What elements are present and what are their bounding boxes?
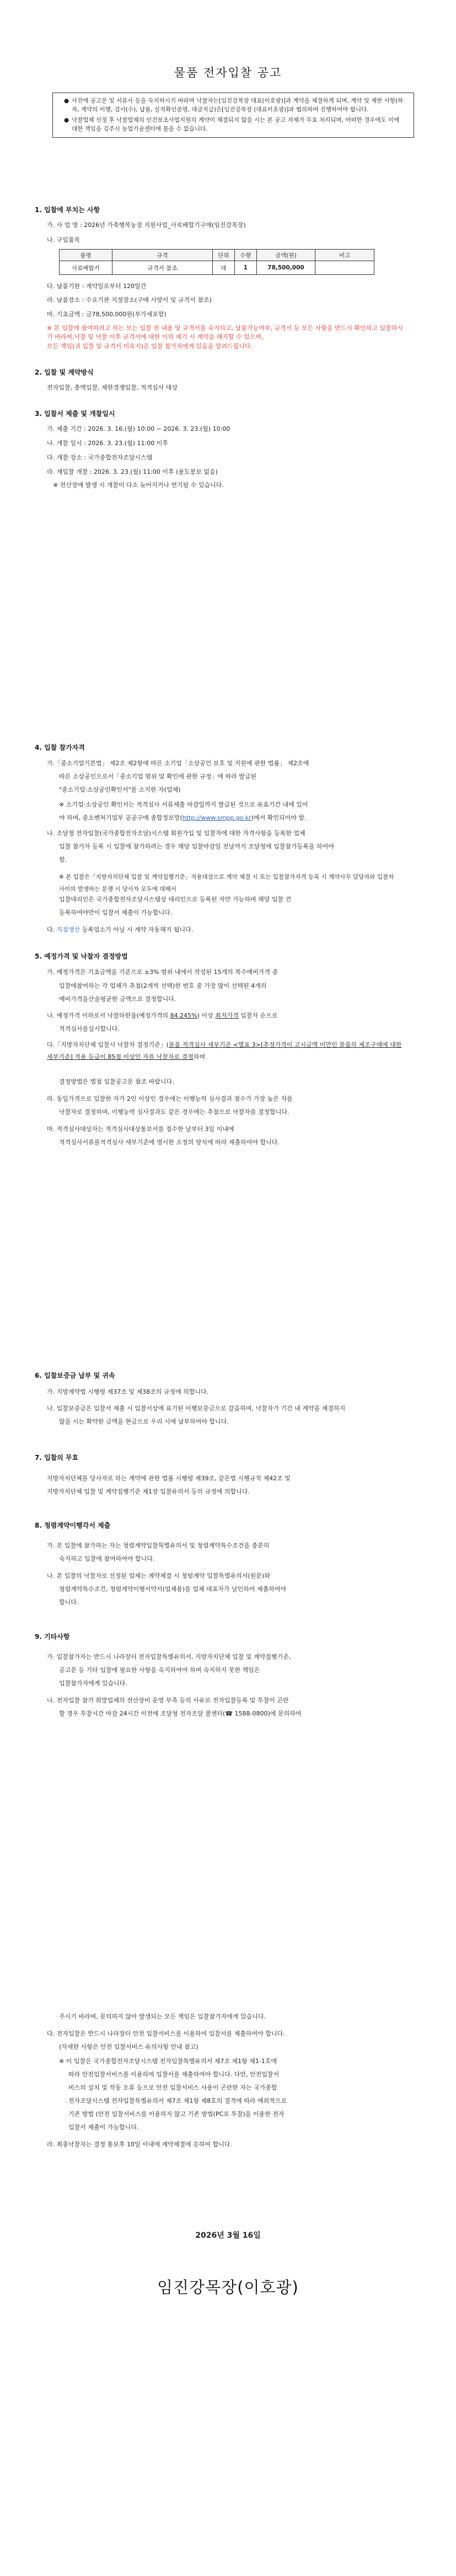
price-text: 예비가격을산술평균한 금액으로 결정합니다. (59, 995, 176, 1003)
section-5-heading: 5. 예정가격 및 낙찰자 결정방법 (35, 953, 128, 960)
integrity-text: 청렴계약특수조건, 청렴계약이행서약서(업체용)를 업체 대표자가 날인하여 제출하여야 (59, 1585, 287, 1593)
opening-place: 다. 개찰 장소 : 국가종합전자조달시스템 (47, 454, 153, 461)
integrity-text: 숙지하고 입찰에 참여하여야 합니다. (59, 1555, 155, 1562)
other-text: 할 경우 투찰시간 마감 24시간 이전에 조달청 전자조달 콜센터(☎ 1588-0800)에 문의하여 (59, 1710, 302, 1717)
bullet-icon: ● (64, 98, 69, 104)
other-note: 비스의 설치 및 작동 오류 등으로 안전 입찰서비스 사용이 곤란한 자는 국가종합 (68, 2084, 277, 2091)
table-header-row (60, 250, 374, 261)
qualification-text: 나. 조달청 전자입찰(국가종합전자조달)시스템 회원가입 및 입찰자에 대한 자격사항을 등록한 업체 (47, 830, 305, 837)
section-9-heading: 9. 기타사항 (35, 1633, 70, 1641)
invalid-text: 지방자치단체를 당사자로 하는 계약에 관한 법률 시행령 제39조, 같은법 시행규칙 제42조 및 (47, 1475, 291, 1482)
criteria-text: 물품 적격심사 세부기준 <별표 3>[추정가격이 고시금액 미만인 물품의 제조구매에 대한 세부기준] 적용 등급이 85점 이상인 자를 낙찰자로 결정 (47, 1041, 402, 1060)
price-text: 적격심사를실시합니다. (59, 1025, 120, 1032)
integrity-text: 나. 본 입찰의 낙찰자로 선정된 업체는 계약체결 시 청렴계약 입찰특별유의서(원문)와 (47, 1572, 270, 1579)
qualification-note: 등록하여야만이 입찰서 제출이 가능합니다. (59, 909, 173, 916)
table-header: 비고 (315, 250, 374, 261)
notice-box (52, 93, 414, 138)
price-text: 적격심사서류를적격심사 세부기준에 명시한 소정의 양식에 따라 제출하여야 합니다. (59, 1139, 280, 1146)
section-8-heading: 8. 청렴계약이행각서 제출 (35, 1522, 111, 1529)
invalid-text: 지방자치단체 입찰 및 계약집행기준 제1장 입찰유의서 등의 규정에 의합니다. (47, 1488, 250, 1495)
price-text: 낙찰자로 결정하며, 이행능력 심사결과도 같은 경우에는 추첨으로 낙찰자를 결정합니다. (59, 1108, 289, 1116)
price-text: 마. 적격심사대상자는 적격심사대상통보서를 접수한 날부터 3일 이내에 (47, 1125, 234, 1133)
submission-period: 가. 제출 기간 : 2026. 3. 16.(월) 10:00 ~ 2026. 3. 23.(월) 10:00 (47, 425, 230, 432)
project-name: 가. 사 업 명 : 2026년 가축행복농장 지원사업_사료배합기구매(임진강목장) (47, 221, 246, 229)
table-cell: 1 (234, 261, 256, 275)
table-row (60, 261, 374, 275)
other-note: ※ 이 입찰은 국가종합전자조달시스템 전자입찰특별유의서 제7조 제1항 제1-1호에 (59, 2058, 277, 2065)
bid-method: 전자입찰, 총액입찰, 제한경쟁입찰, 적격심사 대상 (47, 384, 178, 391)
section-7-heading: 7. 입찰의 무효 (35, 1454, 79, 1462)
notice-text: 사전에 공고문 및 서류사 등을 숙지하시기 바라며 낙찰자는[임진강목장 대표(이호광)]과 계약을 체결하게 되며, 계약 및 제반 사항(하자, 계약의 이행, 검사(수), 납품, 실적확인증명, 대금지급)은[임진강목장 (대표이호광)]과 협의하여 진행하여야 합니다. (72, 98, 404, 113)
qualification-text: 함. (59, 856, 67, 863)
notice-text: 낙찰업체 선정 후 낙찰업체의 인건보조사업지원의 계약이 체결되지 않을 시는 본 공고 자체가 무효 처리되며, 어떠한 경우에도 이에 대한 책임을 김주시 농업기술센터에 물을 수 없습니다. (72, 117, 400, 132)
deposit-text: 가. 지방계약법 시행령 제37조 및 제38조의 규정에 의합니다. (47, 1388, 209, 1395)
issuer-signature: 임진강목장(이호광) (157, 2278, 299, 2297)
other-text: 입찰참가자에게 있습니다. (59, 1680, 127, 1687)
direct-production-note (47, 926, 193, 934)
table-cell: 대 (212, 261, 234, 275)
section-2-heading: 2. 입찰 및 계약방식 (35, 369, 94, 376)
note-text: ) 이상 (197, 1012, 216, 1019)
integrity-text: 가. 본 입찰에 참가하는 자는 청렴계약입찰특별유의서 및 청렴계약특수조건을 충분히 (47, 1542, 270, 1549)
qualification-text: 따른 소상공인으로서「중소기업 범위 및 확인에 관한 규정」에 따라 발급된 (59, 773, 257, 780)
price-text (47, 1011, 277, 1020)
table-header: 금액(원) (256, 250, 315, 261)
rebid-opening: 라. 재입찰 개찰 : 2026. 3. 23.(월) 11:00 이후 (용도봉보 없음) (47, 468, 218, 475)
price-text: 입찰에참여하는 각 업체가 추첨(2개씩 선택)한 번호 중 가장 많이 선택된 4개의 (59, 982, 267, 989)
note-text: 등록업소가 아닐 시 계약 자동해지 됩니다. (80, 926, 194, 933)
base-amount: 마. 기초금액 : 금78,500,000원(부가세포함) (47, 311, 167, 318)
section-3-heading: 3. 입찰서 제출 및 개찰일시 (35, 410, 115, 418)
note-text: 다.「지방자치단체 입찰시 낙찰자 결정기준」( (47, 1041, 169, 1048)
other-text: 다. 전자입찰은 반드시 나라장터 안전 입찰서비스를 이용하여 입찰서를 제출하여야 합니다. (47, 2030, 285, 2037)
qualification-note: ※ 소기업·소상공인 확인서는 적격심사 서류제출 마감일까지 발급된 것으로 유효기간 내에 있어 (59, 801, 308, 808)
qualification-note: ※ 본 입찰은「지방자치단체 입찰 및 계약집행기준」적용대상으로 계약 체결 시 또는 입찰참가자격 등록 시 계약사무 담당자와 입찰자 사이의 발생하는 분쟁 시 당사자 모두에 대해서 (59, 874, 394, 892)
other-note: 따라 안전입찰서비스를 이용하여 입찰서를 제출하여야 합니다. 다만, 안전입찰서 (68, 2071, 280, 2078)
other-text: 가. 입찰참가자는 반드시 나라장터 전자입찰특별유의서, 지방자치단체 입찰 및 계약집행기준, (47, 1653, 291, 1660)
table-header: 품명 (60, 250, 112, 261)
other-text: (자세한 사항은 안전 입찰서비스 유의사항 안내 참고) (59, 2043, 199, 2050)
table-cell: 규격서 참조 (112, 261, 212, 275)
table-cell: 78,500,000 (256, 261, 315, 275)
note-text: 하며 (193, 1053, 206, 1060)
table-header: 규격 (112, 250, 212, 261)
delivery-deadline: 다. 납품기한 : 계약일로부터 120일간 (47, 283, 147, 290)
table-header: 수량 (234, 250, 256, 261)
price-text (47, 1039, 405, 1063)
qualification-text: 가.「중소기업기본법」 제2조 제2항에 따른 소기업「소상공인 보호 및 지원에 관한 법률」 제2조에 (47, 760, 309, 767)
other-text: 주시기 바라며, 문의하지 않아 발생되는 모든 책임은 입찰참가자에게 있습니다. (59, 2013, 266, 2020)
other-note: 기존 방법 (안전 입찰서비스를 이용하지 않고 기존 방법(PC로 투찰)을 이용한 전자 (68, 2110, 285, 2118)
price-text: 결정방법은 별첨 입찰공고문 참조 바랍니다. (59, 1078, 174, 1085)
items-table (59, 249, 374, 275)
highlight-text: 직접생산 (56, 926, 81, 933)
section-6-heading: 6. 입찰보증금 납부 및 귀속 (35, 1372, 115, 1379)
note-text: 야 하며, 중소벤처기업부 공공구매 종합정보망( (59, 814, 183, 821)
lowest-price-text: 최저가격 (215, 1012, 239, 1019)
delivery-place: 라. 납품장소 : 수요기관 지정장소(구매 사양서 및 규격서 참조) (47, 296, 212, 304)
deposit-text: 나. 입찰보증금은 입찰서 제출 시 입찰서상에 표기된 이행보증금으로 갈음하며, 낙찰자가 기간 내 계약을 체결하지 (47, 1405, 346, 1412)
note-text: )에서 확인되어야 함. (251, 814, 307, 821)
notice-date: 2026년 3월 16일 (195, 2231, 261, 2240)
table-cell: 사료배합기 (60, 261, 112, 275)
section-1-heading: 1. 입찰에 부치는 사항 (35, 206, 100, 214)
warning-text: ※ 본 입찰에 참여하려고 하는 모는 입찰 전 내용 및 규격서를 숙지하고, 납품가능여부, 규격서 등 모든 사항을 반드시 확인하고 입찰하시기 바라며,낙찰 및 낙찰 이후 규격서에 대한 이의 제기 시 계약을 해지할 수 있으며, (47, 324, 403, 340)
other-note: 입찰서 제출이 가능합니다. (68, 2124, 139, 2131)
bullet-icon: ● (64, 117, 69, 123)
integrity-text: 합니다. (59, 1599, 79, 1606)
opening-date: 나. 개찰 일시 : 2026. 3. 23.(월) 11:00 이후 (47, 440, 168, 447)
qualification-note (59, 814, 306, 822)
qualification-text: "중소기업·소상공인확인서"를 소지한 자(업체) (59, 786, 181, 793)
price-text: 가. 예정가격은 기초금액을 기준으로 ±3% 범위 내에서 작성된 15개의 복수예비가격 중 (47, 968, 278, 976)
table-cell (315, 261, 374, 275)
price-text: 라. 동일가격으로 입찰한 자가 2인 이상인 경우에는 이행능력 심사결과 점수가 가장 높은 자를 (47, 1095, 293, 1102)
outage-note: ※ 전산장애 발생 시 개찰이 다소 늦어지거나 연기될 수 있습니다. (53, 481, 224, 489)
other-text: 나. 전자입찰 참가 희망업체의 전산장비 운영 부족 등의 사유로 전자입찰등록 및 투찰이 곤란 (47, 1697, 289, 1704)
table-header: 단위 (212, 250, 234, 261)
qualification-text: 입찰 참가자 등록 시 입찰에 참가하려는 경우 해당 입찰마감일 전날까지 조달청에 입찰참가등록을 하여야 (59, 843, 334, 850)
smpp-link[interactable]: http://www.smpp.go.kr (182, 814, 251, 821)
note-text: 나. 예정가격 이하로서 낙찰하한율(예정가격의 (47, 1012, 170, 1019)
page-title: 물품 전자입찰 공고 (174, 66, 282, 79)
warning-text: 모든 책임(귀 입찰 및 규격서 미숙지)은 입찰 참가자에게 있음을 알려드립니다. (47, 343, 253, 350)
notice-item (64, 116, 406, 133)
item-label: 나. 구입품목 (47, 236, 81, 243)
qualification-note: 입찰대리인은 국가종합전자조달시스템상 대리인으로 등록된 자만 가능하며 해당 입찰 건 (59, 896, 292, 903)
rate-text: 84.245% (170, 1012, 197, 1019)
other-text: 공고문 등 기타 입찰에 필요한 사항을 숙지하여야 하며 숙지하지 못한 책임은 (59, 1666, 260, 1674)
note-text: 다. (47, 926, 57, 933)
section-4-heading: 4. 입찰 참가자격 (35, 744, 85, 751)
other-text: 라. 최종낙찰자는 결정 통보후 10일 이내에 계약체결에 응하여 합니다. (47, 2141, 232, 2148)
deposit-text: 않을 시는 확약한 금액을 현금으로 우리 시에 납부하여야 합니다. (59, 1418, 229, 1425)
note-text: 입찰자 순으로 (238, 1012, 278, 1019)
notice-item (64, 96, 406, 114)
other-note: 전자조달시스템 전자입찰특별유의서 제7조 제1항 제8호의 결격에 따라 예외적으로 (68, 2097, 287, 2104)
